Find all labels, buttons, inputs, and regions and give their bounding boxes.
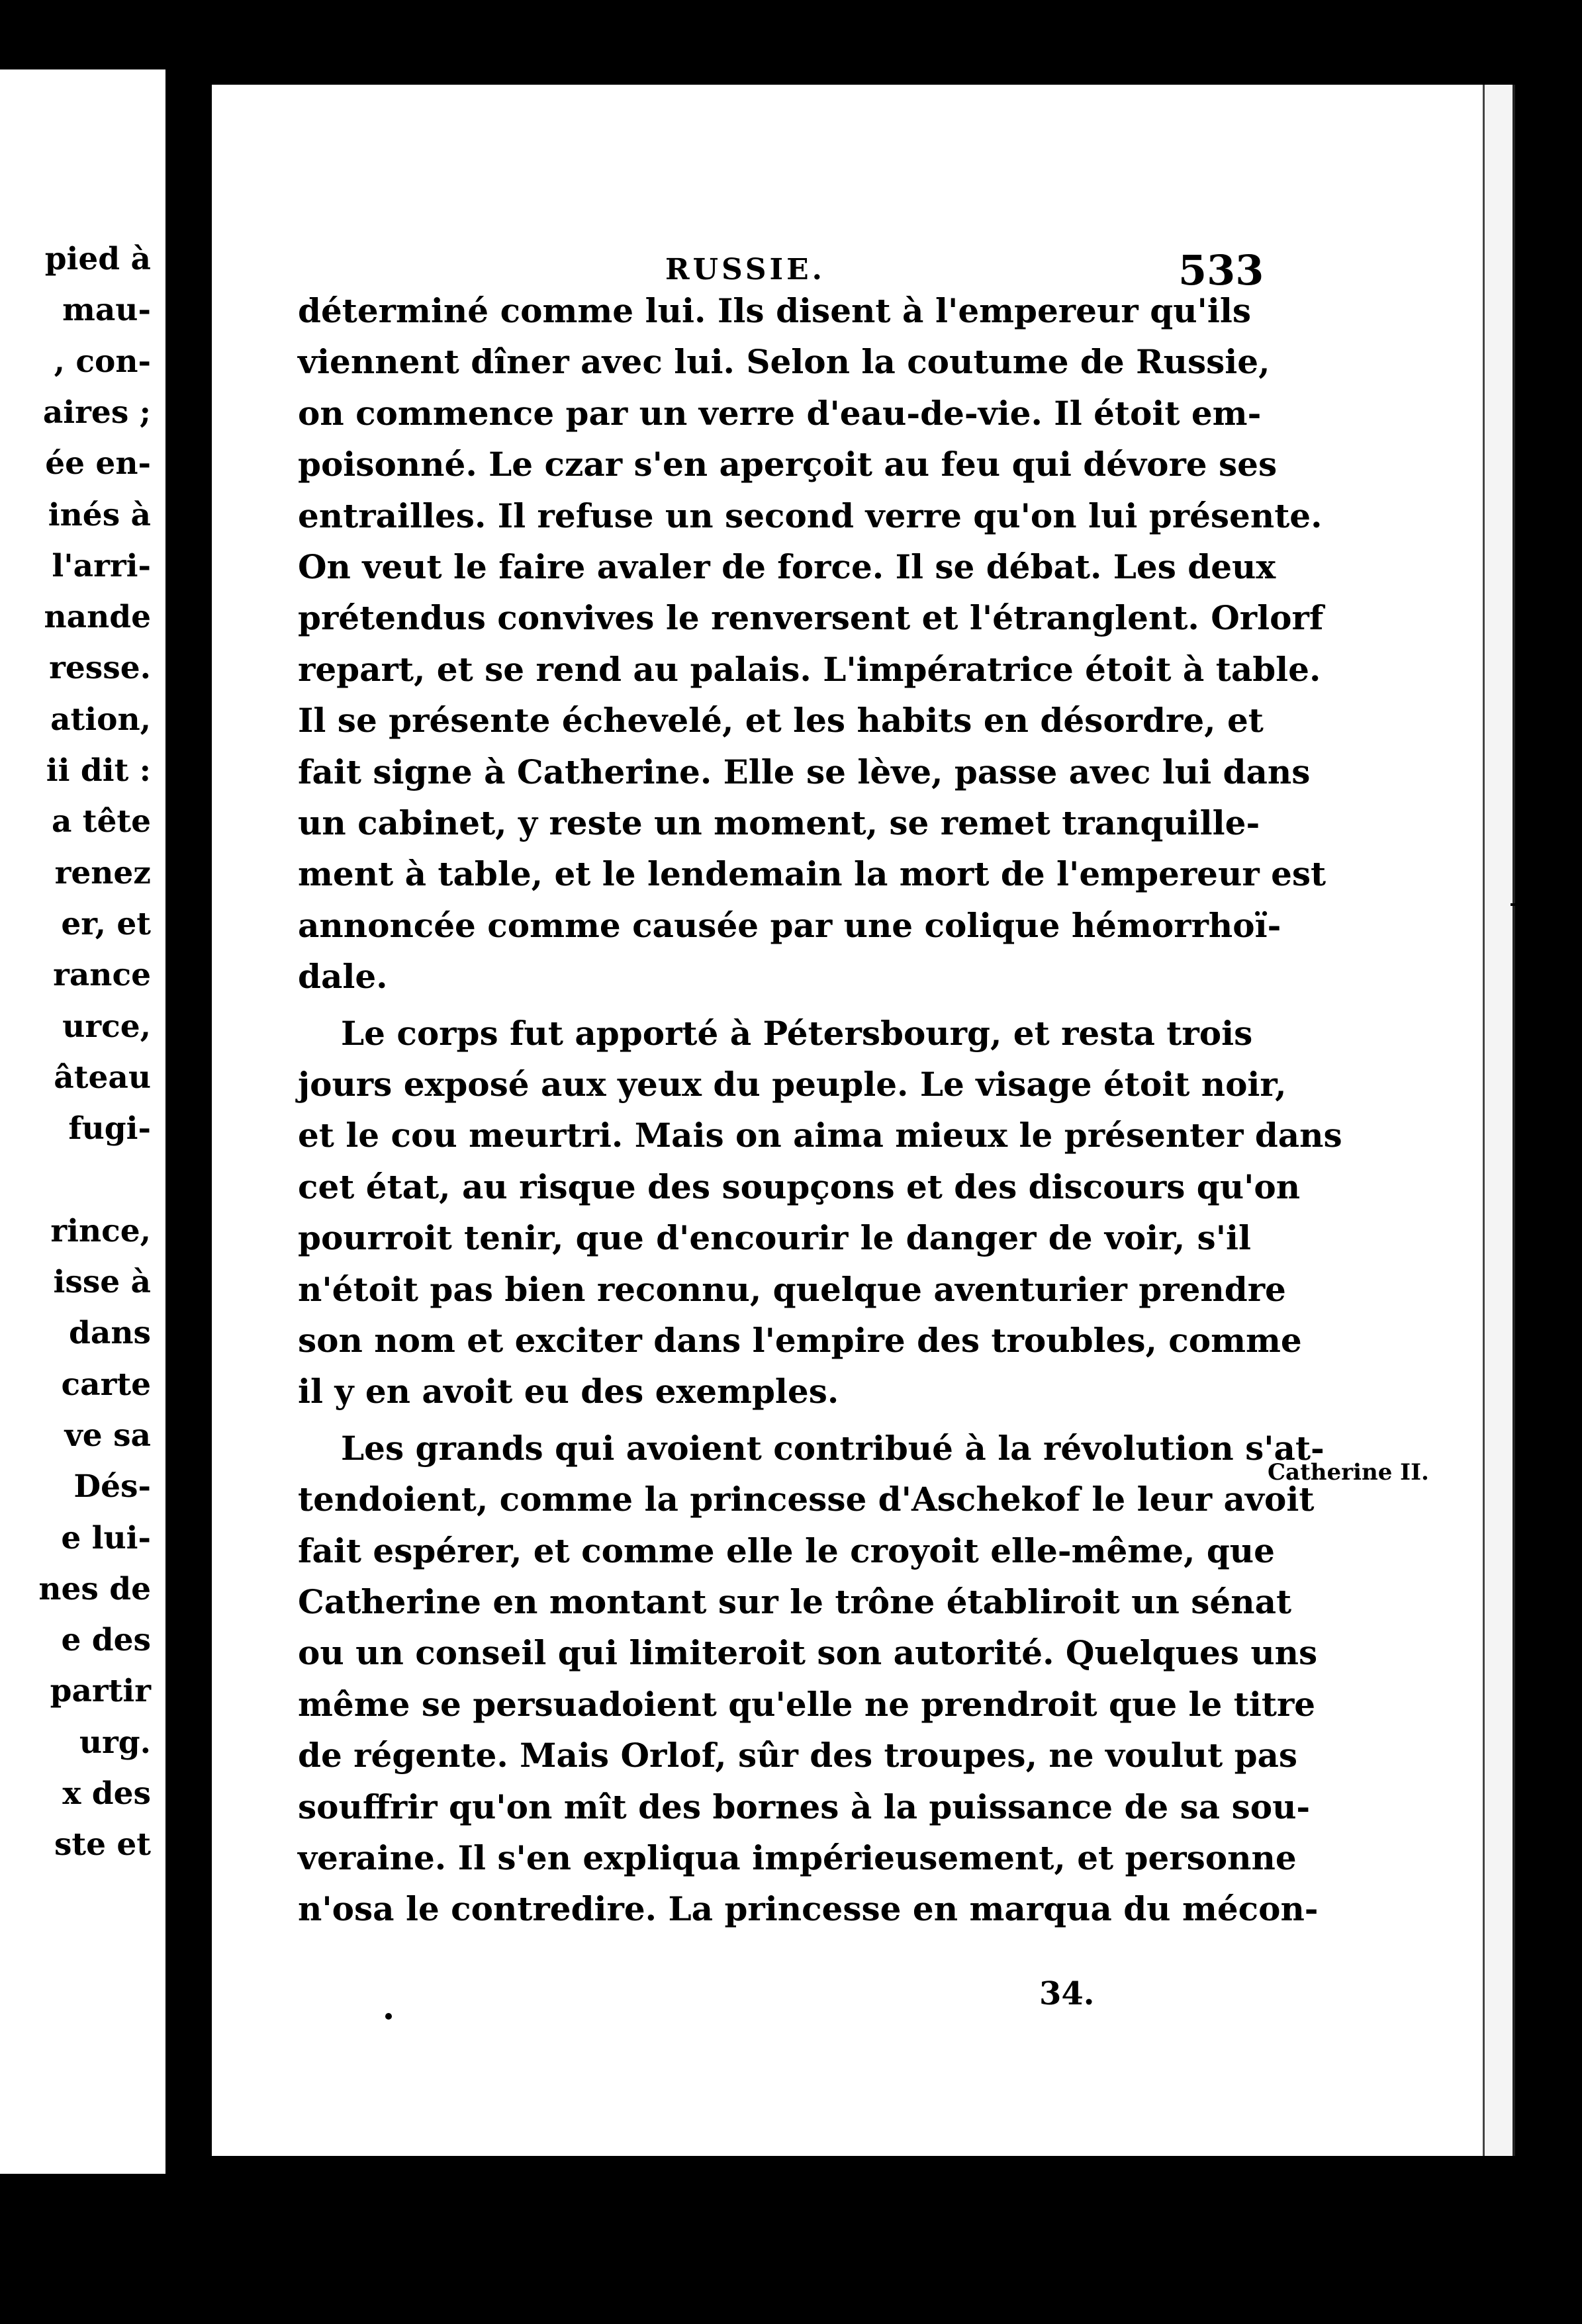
body-line: n'osa le contredire. La princesse en marqua du mécon- <box>298 1889 1319 1929</box>
body-line: souffrir qu'on mît des bornes à la puissance de sa sou- <box>298 1787 1311 1826</box>
facing-page-line: , con- <box>54 343 151 380</box>
book-gutter <box>165 69 218 2174</box>
body-line: dale. <box>298 957 388 997</box>
body-line: prétendus convives le renversent et l'étranglent. Orlorf <box>298 598 1324 638</box>
edge-mark <box>1511 903 1529 906</box>
body-line: déterminé comme lui. Ils disent à l'empereur qu'ils <box>298 291 1251 330</box>
body-line: annoncée comme causée par une colique hémorrhoï- <box>298 905 1281 945</box>
body-line: repart, et se rend au palais. L'impératrice étoit à table. <box>298 649 1321 689</box>
facing-page-line: dans <box>69 1315 151 1352</box>
body-line: viennent dîner avec lui. Selon la coutume de Russie, <box>298 342 1270 382</box>
facing-page-line: aires ; <box>42 394 151 431</box>
body-line: on commence par un verre d'eau-de-vie. Il étoit em- <box>298 393 1262 433</box>
facing-page-line: ée en- <box>45 445 151 482</box>
facing-page-line: a tête <box>51 803 151 840</box>
page-edge <box>1483 85 1515 2156</box>
body-line: Il se présente échevelé, et les habits en désordre, et <box>298 701 1264 740</box>
facing-page-line: rance <box>53 957 151 994</box>
facing-page-line: e des <box>61 1622 151 1659</box>
facing-page-line: l'arri- <box>52 547 151 584</box>
running-head: RUSSIE. <box>665 253 825 287</box>
facing-page-line: x des <box>62 1775 151 1812</box>
body-line: Le corps fut apporté à Pétersbourg, et resta trois <box>341 1013 1253 1053</box>
body-line: tendoient, comme la princesse d'Aschekof le leur avoit <box>298 1480 1315 1519</box>
body-line: son nom et exciter dans l'empire des troubles, comme <box>298 1321 1302 1360</box>
facing-page-line: er, et <box>61 905 151 942</box>
facing-page-line: nes de <box>38 1570 151 1607</box>
facing-page-line: ation, <box>50 701 151 738</box>
facing-page-line: resse. <box>49 650 151 687</box>
facing-page-line: rince, <box>50 1212 151 1249</box>
body-line: On veut le faire avaler de force. Il se débat. Les deux <box>298 547 1276 586</box>
facing-page-line: ste et <box>54 1826 151 1863</box>
body-line: cet état, au risque des soupçons et des discours qu'on <box>298 1167 1301 1206</box>
body-line: il y en avoit eu des exemples. <box>298 1372 839 1411</box>
body-line: poisonné. Le czar s'en aperçoit au feu qui dévore ses <box>298 445 1278 484</box>
facing-page-line: urce, <box>62 1008 151 1045</box>
page-number: 533 <box>1178 246 1264 294</box>
body-line: Les grands qui avoient contribué à la révolution s'at- <box>341 1428 1325 1468</box>
signature-mark: 34. <box>1039 1975 1095 2012</box>
facing-page-line: mau- <box>62 292 151 329</box>
facing-page-line: pied à <box>44 241 151 277</box>
body-line: Catherine en montant sur le trône établiroit un sénat <box>298 1582 1292 1621</box>
facing-page-line: carte <box>61 1366 151 1403</box>
facing-page-line: inés à <box>48 496 151 533</box>
body-line: n'étoit pas bien reconnu, quelque aventurier prendre <box>298 1269 1286 1309</box>
body-line: fait espérer, et comme elle le croyoit elle-même, que <box>298 1531 1275 1570</box>
facing-page <box>0 69 165 2174</box>
facing-page-line: isse à <box>53 1264 151 1300</box>
body-line: même se persuadoient qu'elle ne prendroit que le titre <box>298 1684 1316 1724</box>
facing-page-line: e lui- <box>61 1519 151 1556</box>
facing-page-line: nande <box>44 599 151 636</box>
body-line: et le cou meurtri. Mais on aima mieux le présenter dans <box>298 1116 1342 1155</box>
ink-dot <box>385 2013 392 2020</box>
facing-page-line: fugi- <box>68 1110 151 1147</box>
facing-page-line: ve sa <box>64 1417 151 1454</box>
body-line: ou un conseil qui limiteroit son autorité. Quelques uns <box>298 1633 1318 1673</box>
body-line: entrailles. Il refuse un second verre qu'on lui présente. <box>298 496 1323 535</box>
body-line: ment à table, et le lendemain la mort de l'empereur est <box>298 854 1326 894</box>
body-line: pourroit tenir, que d'encourir le danger de voir, s'il <box>298 1218 1251 1258</box>
body-line: fait signe à Catherine. Elle se lève, passe avec lui dans <box>298 752 1311 791</box>
body-line: jours exposé aux yeux du peuple. Le visage étoit noir, <box>298 1065 1287 1104</box>
body-line: veraine. Il s'en expliqua impérieusement, et personne <box>298 1838 1297 1877</box>
body-line: un cabinet, y reste un moment, se remet tranquille- <box>298 803 1260 842</box>
facing-page-line: Dés- <box>73 1468 151 1505</box>
facing-page-line: ii dit : <box>46 752 151 789</box>
facing-page-line: âteau <box>54 1059 151 1096</box>
facing-page-line: renez <box>54 854 151 891</box>
facing-page-line: partir <box>50 1673 151 1710</box>
facing-page-line: urg. <box>79 1724 151 1761</box>
body-line: de régente. Mais Orlof, sûr des troupes, ne voulut pas <box>298 1736 1298 1775</box>
marginal-note: Catherine II. <box>1268 1459 1429 1486</box>
